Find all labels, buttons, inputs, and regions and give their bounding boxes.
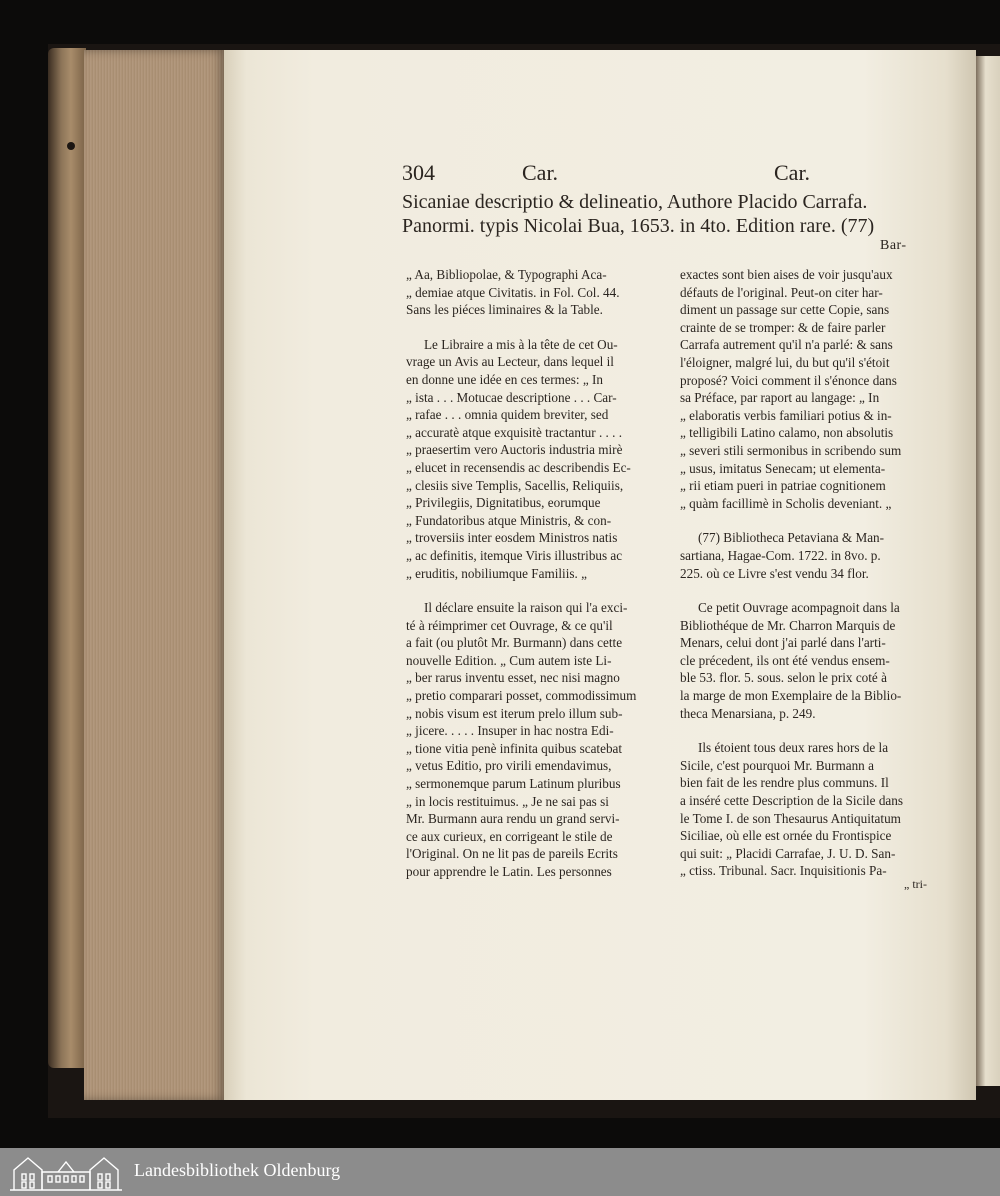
entry-heading-line: Panormi. typis Nicolai Bua, 1653. in 4to. Edition rare. (77) (402, 215, 875, 237)
catchword: Bar- (880, 238, 907, 253)
text-line: Menars, celui dont j'ai parlé dans l'arti- (680, 635, 886, 651)
text-line: (77) Bibliotheca Petaviana & Man- (698, 530, 885, 546)
text-line: vrage un Avis au Lecteur, dans lequel il (406, 354, 614, 370)
entry-heading-line: Sicaniae descriptio & delineatio, Authore Placido Carrafa. (402, 191, 868, 213)
text-line: bien fait de les rendre plus communs. Il (680, 775, 889, 791)
text-line: cle précedent, ils ont été vendus ensem- (680, 652, 890, 668)
running-head-left: Car. (522, 160, 559, 185)
text-line: Carrafa autrement qu'il n'a parlé: & sans (680, 337, 893, 353)
text-line: „ telligibili Latino calamo, non absolutis (680, 425, 894, 441)
text-line: „ sermonemque parum Latinum pluribus (406, 776, 621, 792)
left-text-column (406, 266, 668, 881)
text-line: „ troversiis inter eosdem Ministros natis (406, 530, 618, 546)
page-edges (84, 50, 226, 1100)
text-line: sartiana, Hagae-Com. 1722. in 8vo. p. (680, 547, 881, 563)
text-line: qui suit: „ Placidi Carrafae, J. U. D. San- (680, 845, 896, 861)
text-line: „ in locis restituimus. „ Je ne sai pas si (406, 793, 609, 809)
text-line: „ rafae . . . omnia quidem breviter, sed (406, 407, 609, 423)
text-line: „ elucet in recensendis ac describendis Ec- (406, 459, 631, 475)
text-line: l'éloigner, malgré lui, du but qu'il s'étoit (680, 354, 890, 370)
text-line: „ elaboratis verbis familiari potius & in- (680, 407, 892, 423)
text-line: „ rii etiam pueri in patriae cognitionem (680, 478, 886, 494)
text-line: a inséré cette Description de la Sicile dans (680, 793, 904, 809)
text-line: té à réimprimer cet Ouvrage, & ce qu'il (406, 617, 613, 633)
text-line: „ accuratè atque exquisitè tractantur . . . . (406, 424, 623, 440)
facing-page-edge (976, 56, 1000, 1086)
text-line: Sicile, c'est pourquoi Mr. Burmann a (680, 757, 874, 773)
book-spine (48, 48, 86, 1068)
text-line: „ severi stili sermonibus in scribendo sum (680, 442, 902, 458)
entry-heading (402, 190, 962, 238)
paragraph-gap (406, 319, 668, 336)
text-line: „ Privilegiis, Dignitatibus, eorumque (406, 495, 601, 511)
text-line: pour apprendre le Latin. Les personnes (406, 864, 612, 879)
text-line: „ praesertim vero Auctoris industria mirè (406, 442, 623, 458)
text-line: „ usus, imitatus Senecam; ut elementa- (680, 460, 886, 476)
text-line: „ demiae atque Civitatis. in Fol. Col. 44. (406, 284, 620, 300)
text-line: ce aux curieux, en corrigeant le stile de (406, 828, 613, 844)
text-line: Mr. Burmann aura rendu un grand servi- (406, 811, 620, 827)
page-number: 304 (402, 160, 435, 185)
text-line: „ ctiss. Tribunal. Sacr. Inquisitionis Pa- (680, 863, 887, 879)
text-line: „ nobis visum est iterum prelo illum sub- (406, 705, 623, 721)
text-line: 225. où ce Livre s'est vendu 34 flor. (680, 565, 869, 581)
text-line: défauts de l'original. Peut-on citer har- (680, 284, 883, 300)
running-head-right: Car. (774, 160, 811, 185)
text-line: „ ac definitis, itemque Viris illustribus ac (406, 547, 623, 563)
text-line: sa Préface, par raport au langage: „ In (680, 390, 880, 406)
text-line: Il déclare ensuite la raison qui l'a exci- (424, 600, 628, 616)
library-building-icon (8, 1152, 124, 1192)
text-line: theca Menarsiana, p. 249. (680, 705, 816, 721)
text-line: crainte de se tromper: & de faire parler (680, 319, 886, 335)
text-line: diment un passage sur cette Copie, sans (680, 302, 890, 318)
paragraph-gap (406, 582, 668, 599)
catchword-bottom: „ tri- (904, 877, 927, 891)
text-line: „ ista . . . Motucae descriptione . . . Car- (406, 389, 617, 405)
text-line: Ce petit Ouvrage acompagnoit dans la (698, 600, 900, 616)
text-line: „ jicere. . . . . Insuper in hac nostra Edi- (406, 723, 614, 739)
paragraph-gap (680, 512, 932, 529)
text-line: ble 53. flor. 5. sous. selon le prix coté à (680, 670, 887, 686)
library-name: Landesbibliothek Oldenburg (134, 1160, 341, 1180)
text-line: en donne une idée en ces termes: „ In (406, 371, 603, 387)
paragraph-gap (680, 722, 932, 739)
text-line: „ Fundatoribus atque Ministris, & con- (406, 512, 612, 528)
text-line: nouvelle Edition. „ Cum autem iste Li- (406, 652, 612, 668)
text-line: „ ber rarus inventu esset, nec nisi magno (406, 670, 620, 686)
running-head (402, 160, 962, 190)
paragraph-gap (680, 582, 932, 599)
text-line: „ quàm facillimè in Scholis deveniant. „ (680, 495, 892, 511)
text-line: „ clesiis sive Templis, Sacellis, Reliquiis, (406, 477, 624, 493)
binding-hole (67, 142, 75, 150)
text-line: proposé? Voici comment il s'énonce dans (680, 372, 897, 388)
text-line: Le Libraire a mis à la tête de cet Ou- (424, 336, 618, 352)
text-line: „ pretio comparari posset, commodissimum (406, 688, 637, 704)
text-line: „ Aa, Bibliopolae, & Typographi Aca- (406, 267, 607, 282)
text-line: Ils étoient tous deux rares hors de la (698, 740, 889, 756)
text-line: Sans les piéces liminaires & la Table. (406, 302, 603, 318)
text-line: le Tome I. de son Thesaurus Antiquitatum (680, 810, 901, 826)
text-line: „ vetus Editio, pro virili emendavimus, (406, 758, 612, 774)
text-line: la marge de mon Exemplaire de la Biblio- (680, 688, 902, 704)
text-line: „ eruditis, nobiliumque Familiis. „ (406, 565, 587, 581)
text-line: exactes sont bien aises de voir jusqu'aux (680, 267, 893, 282)
text-line: Bibliothéque de Mr. Charron Marquis de (680, 617, 896, 633)
text-line: „ tione vitia penè infinita quibus scatebat (406, 740, 623, 756)
text-line: l'Original. On ne lit pas de pareils Ecrits (406, 846, 618, 862)
right-text-column (680, 266, 932, 880)
text-line: Siciliae, où elle est ornée du Frontispice (680, 828, 892, 844)
text-line: a fait (ou plutôt Mr. Burmann) dans cette (406, 635, 623, 651)
